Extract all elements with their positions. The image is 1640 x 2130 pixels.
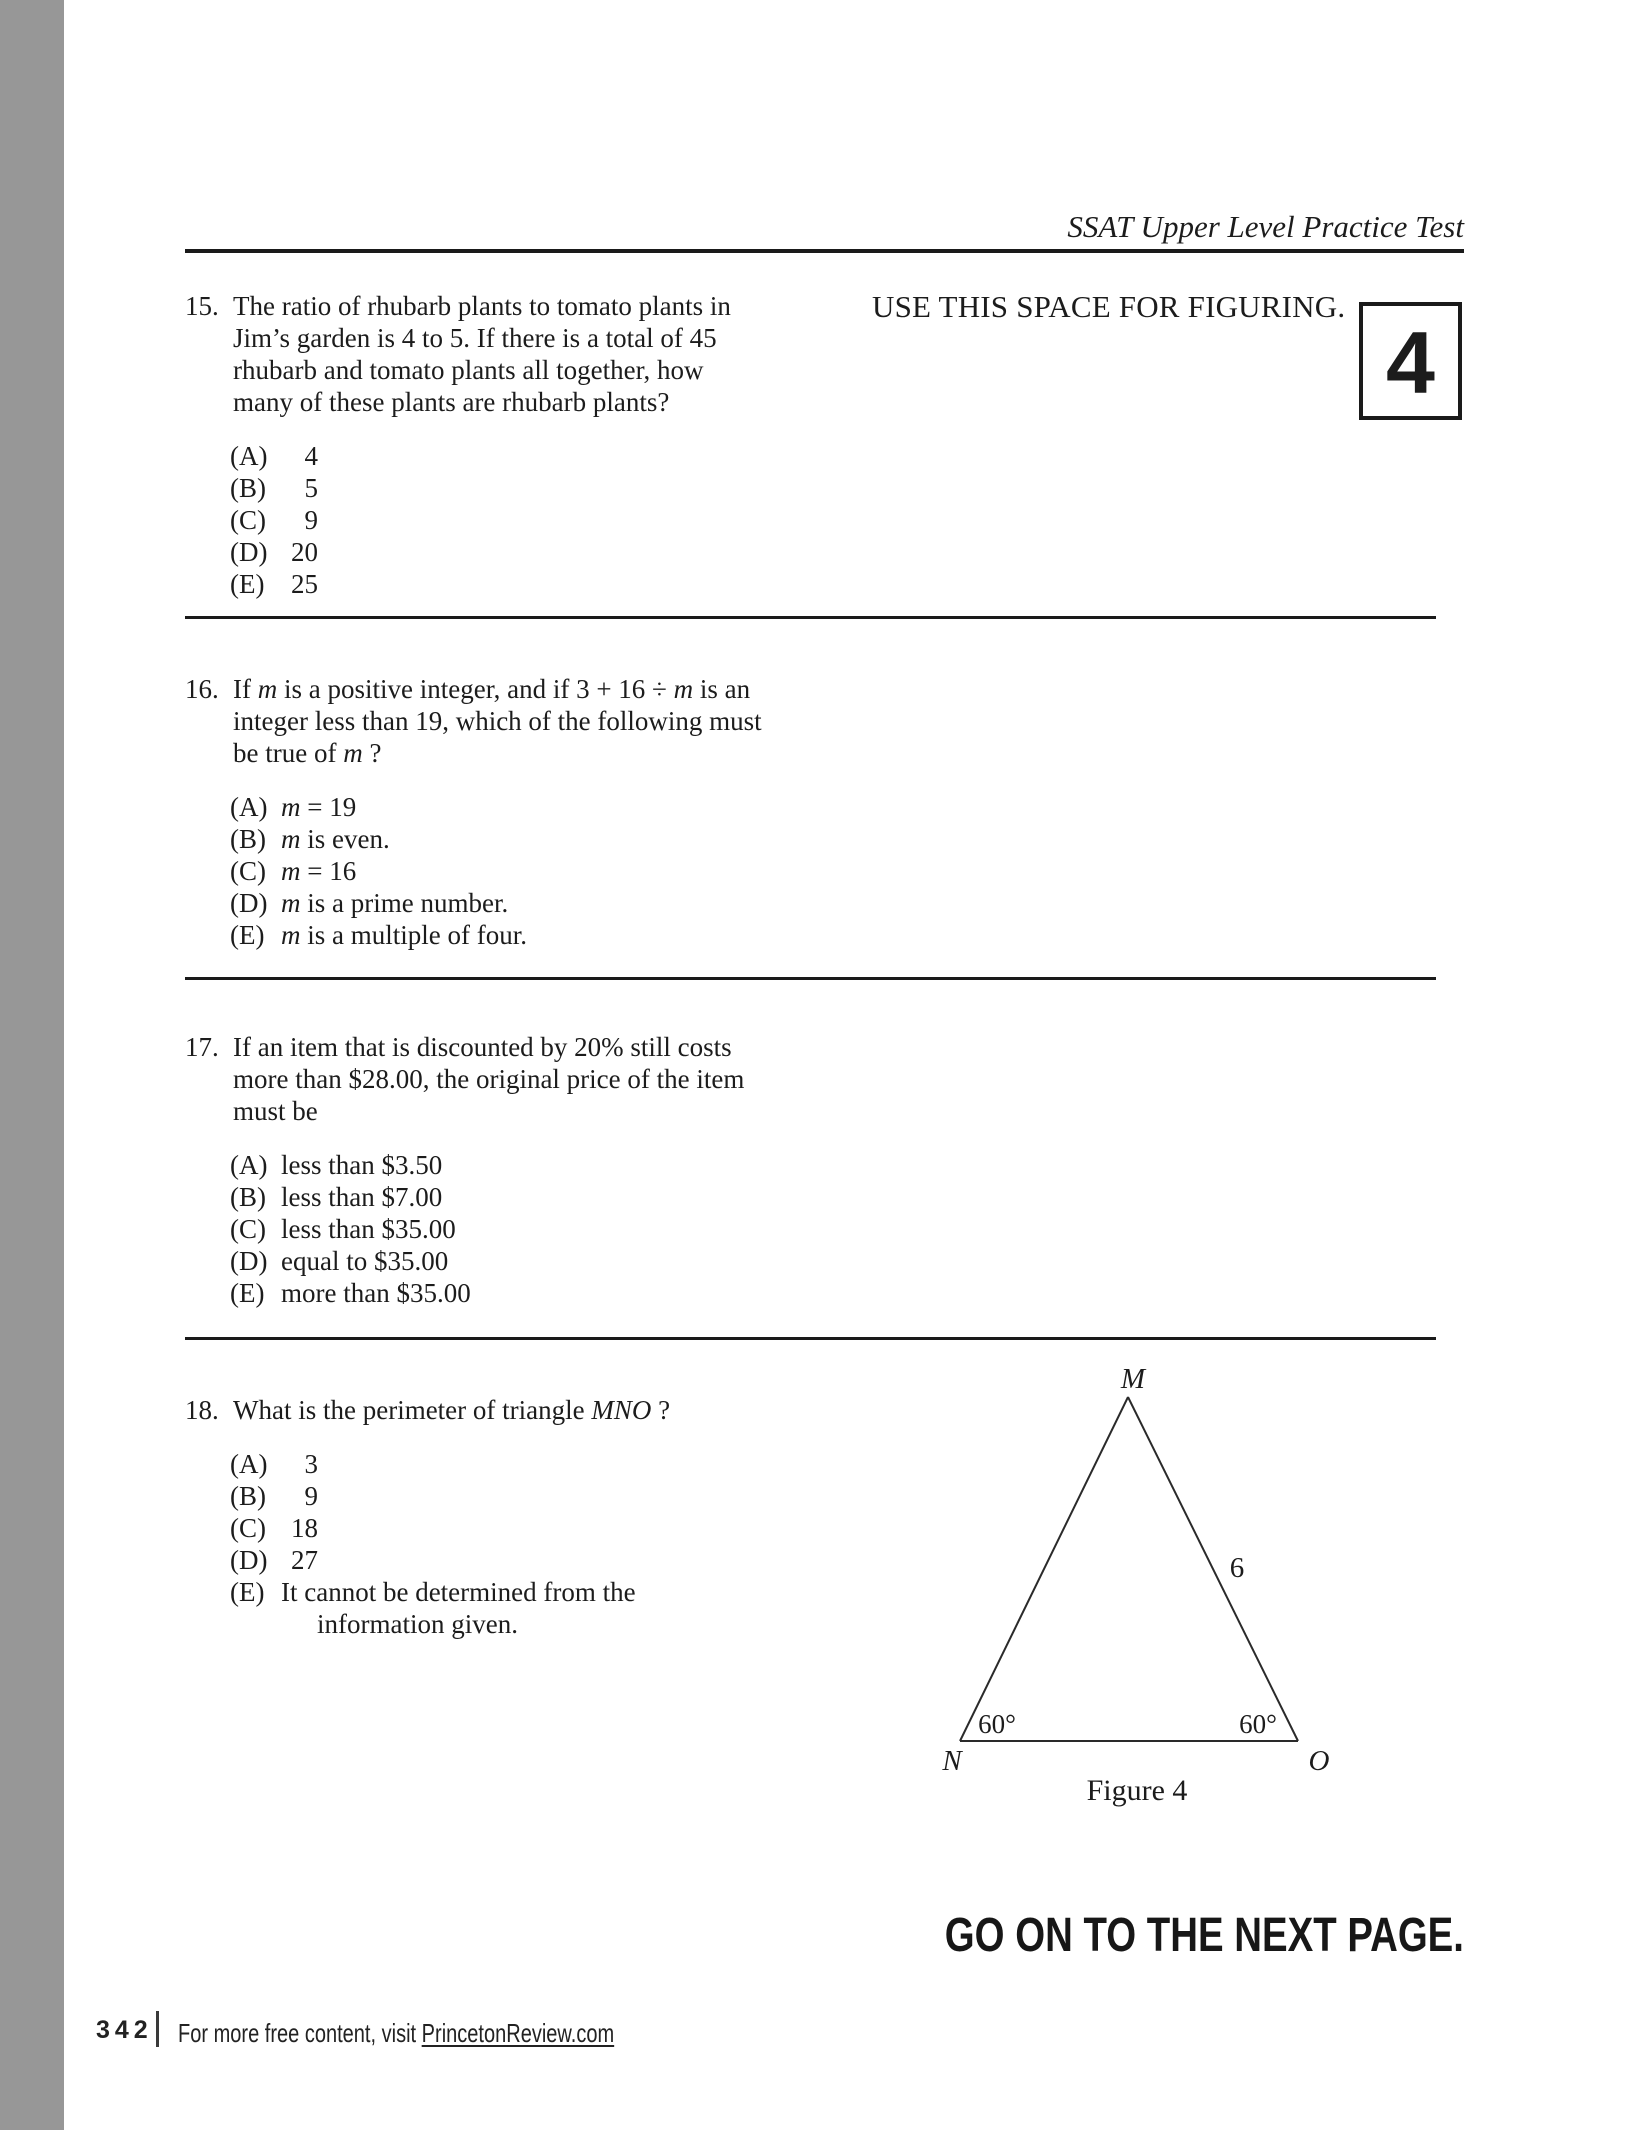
question-head: [185, 1394, 845, 1426]
answer-option: [230, 1576, 845, 1640]
option-text: 9: [304, 505, 318, 535]
answer-option: [230, 504, 845, 536]
question: [185, 673, 845, 951]
question-text-line: more than $28.00, the original price of the item: [233, 1064, 745, 1094]
footer-divider-bar: [156, 2011, 159, 2047]
option-letter: (B): [230, 1481, 266, 1511]
answer-options: [230, 440, 845, 600]
question-number: 18.: [185, 1395, 219, 1425]
option-text: 18: [291, 1513, 318, 1543]
question-text-line: The ratio of rhubarb plants to tomato plants in: [233, 291, 731, 321]
answer-option: [230, 536, 845, 568]
section-number: 4: [1386, 313, 1435, 412]
go-on-instruction: GO ON TO THE NEXT PAGE.: [944, 1909, 1464, 1962]
triangle-side-right: [1128, 1397, 1298, 1741]
question-text-line: Jim’s garden is 4 to 5. If there is a total of 45: [233, 323, 717, 353]
option-letter: (E): [230, 920, 265, 950]
answer-option: [230, 1480, 845, 1512]
question-number: 17.: [185, 1032, 219, 1062]
answer-option: [230, 1544, 845, 1576]
option-letter: (B): [230, 824, 266, 854]
question-head: [185, 673, 845, 769]
option-letter: (B): [230, 1182, 266, 1212]
vertex-label-m: M: [1120, 1363, 1146, 1395]
option-text: m = 19: [281, 792, 357, 822]
option-text: m is a multiple of four.: [281, 920, 527, 950]
question-head: [185, 1031, 845, 1127]
separator-rule-3: [185, 1337, 1436, 1340]
option-letter: (E): [230, 1577, 265, 1607]
footer-link: PrincetonReview.com: [421, 2018, 615, 2048]
option-text: It cannot be determined from the information given.: [281, 1577, 636, 1639]
option-text: 4: [304, 441, 318, 471]
option-text: 27: [291, 1545, 318, 1575]
separator-rule-1: [185, 616, 1436, 619]
answer-option: [230, 568, 845, 600]
question-head: [185, 290, 845, 418]
option-text: less than $7.00: [281, 1182, 443, 1212]
question-text: [233, 673, 845, 769]
question-text-line: What is the perimeter of triangle MNO ?: [233, 1395, 671, 1425]
left-gray-sidebar: [0, 0, 64, 2130]
option-text: m is a prime number.: [281, 888, 509, 918]
answer-option: [230, 791, 845, 823]
question-text: [233, 1031, 845, 1127]
option-letter: (A): [230, 792, 268, 822]
answer-options: [230, 1149, 845, 1309]
footer-note: [178, 2018, 614, 2049]
angle-label-right: 60°: [1239, 1709, 1277, 1739]
section-number-box: [1359, 302, 1462, 420]
option-text: 9: [304, 1481, 318, 1511]
option-text: less than $3.50: [281, 1150, 443, 1180]
figure-caption: Figure 4: [1086, 1774, 1188, 1807]
option-letter: (E): [230, 569, 265, 599]
separator-rule-2: [185, 977, 1436, 980]
question-text-line: If an item that is discounted by 20% still costs: [233, 1032, 732, 1062]
answer-option: [230, 1512, 845, 1544]
question: [185, 1031, 845, 1309]
question-text-line: integer less than 19, which of the following must: [233, 706, 762, 736]
question-text-line: many of these plants are rhubarb plants?: [233, 387, 670, 417]
answer-option: [230, 1149, 845, 1181]
option-letter: (C): [230, 1513, 266, 1543]
question-text: [233, 1394, 845, 1426]
answer-option: [230, 823, 845, 855]
angle-label-left: 60°: [978, 1709, 1016, 1739]
option-text-line2: information given.: [317, 1609, 518, 1639]
answer-option: [230, 1245, 845, 1277]
answer-option: [230, 1277, 845, 1309]
answer-option: [230, 919, 845, 951]
side-length-label: 6: [1229, 1552, 1245, 1584]
answer-option: [230, 1448, 845, 1480]
option-text: 25: [291, 569, 318, 599]
answer-option: [230, 887, 845, 919]
question-text: [233, 290, 845, 418]
answer-option: [230, 1213, 845, 1245]
question: [185, 1394, 845, 1640]
option-letter: (A): [230, 1449, 268, 1479]
answer-option: [230, 1181, 845, 1213]
option-text: 5: [304, 473, 318, 503]
question: [185, 290, 845, 600]
triangle-side-left: [960, 1397, 1128, 1741]
option-letter: (B): [230, 473, 266, 503]
vertex-label-o: O: [1308, 1745, 1330, 1777]
footer-note-prefix: For more free content, visit: [178, 2018, 422, 2048]
option-letter: (C): [230, 856, 266, 886]
option-letter: (E): [230, 1278, 265, 1308]
vertex-label-n: N: [942, 1745, 962, 1777]
answer-option: [230, 440, 845, 472]
triangle-figure: [920, 1355, 1340, 1825]
option-text: more than $35.00: [281, 1278, 471, 1308]
option-letter: (A): [230, 1150, 268, 1180]
option-letter: (A): [230, 441, 268, 471]
answer-option: [230, 855, 845, 887]
question-text-line: If m is a positive integer, and if 3 + 16 ÷ m is an: [233, 674, 751, 704]
option-letter: (C): [230, 505, 266, 535]
answer-option: [230, 472, 845, 504]
option-letter: (D): [230, 1246, 268, 1276]
option-text: less than $35.00: [281, 1214, 456, 1244]
option-text: equal to $35.00: [281, 1246, 449, 1276]
header-rule: [185, 249, 1464, 253]
page-title: SSAT Upper Level Practice Test: [1067, 209, 1464, 244]
option-text: 3: [304, 1449, 318, 1479]
question-number: 16.: [185, 674, 219, 704]
option-letter: (D): [230, 888, 268, 918]
option-letter: (C): [230, 1214, 266, 1244]
question-number: 15.: [185, 291, 219, 321]
figuring-note: USE THIS SPACE FOR FIGURING.: [872, 289, 1346, 324]
option-letter: (D): [230, 1545, 268, 1575]
option-letter: (D): [230, 537, 268, 567]
question-text-line: rhubarb and tomato plants all together, how: [233, 355, 704, 385]
answer-options: [230, 1448, 845, 1640]
page-number: 342: [96, 2016, 153, 2044]
question-text-line: be true of m ?: [233, 738, 382, 768]
option-text: m = 16: [281, 856, 357, 886]
option-text: m is even.: [281, 824, 390, 854]
option-text: 20: [291, 537, 318, 567]
answer-options: [230, 791, 845, 951]
question-text-line: must be: [233, 1096, 318, 1126]
